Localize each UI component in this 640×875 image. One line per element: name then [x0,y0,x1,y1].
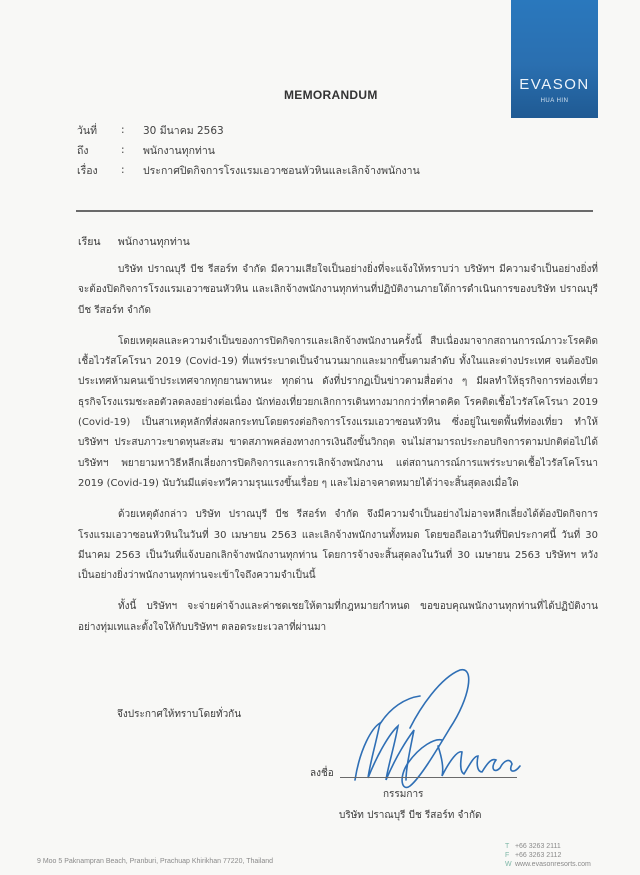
paragraph-4: ทั้งนี้ บริษัทฯ จะจ่ายค่าจ้างและค่าชดเชยให้ตามที่กฎหมายกำหนด ขอขอบคุณพนักงานทุกท่านที่ได้ปฏิบัติงานอย่างทุ่มเทและตั้งใจให้กับบริษัทฯ ตลอดระยะเวลาที่ผ่านมา [78,601,598,633]
contact-key: W [505,861,512,868]
paragraph-3: ด้วยเหตุดังกล่าว บริษัท ปราณบุรี บีช รีสอร์ท จำกัด จึงมีความจำเป็นอย่างไม่อาจหลีกเลี่ยงได้ต้องปิดกิจการโรงแรมเอวาซอนหัวหินในวันที่ 30 เมษายน 2563 และเลิกจ้างพนักงานทั้งหมด โดยขอถือเอาวันที่ปิดประกาศนี้ วันที่ 30 มีนาคม 2563 เป็นวันที่แจ้งบอกเลิกจ้างพนักงานทุกท่าน โดยการจ้างจะสิ้นสุดลงในวันที่ 30 เมษายน 2563 บริษัทฯ หวังเป็นอย่างยิ่งว่าพนักงานทุกท่านจะเข้าใจถึงความจำเป็นนี้ [78,509,598,582]
signatory-company: บริษัท ปราณบุรี บีช รีสอร์ท จำกัด [339,810,482,821]
meta-value: พนักงานทุกท่าน [143,144,215,157]
contact-value: www.evasonresorts.com [514,861,591,868]
meta-value: 30 มีนาคม 2563 [143,124,224,137]
meta-label: วันที่ [77,124,97,137]
meta-row-to [77,140,420,160]
meta-label: ถึง [77,144,89,157]
contact-value: +66 3263 2112 [514,852,562,859]
meta-value: ประกาศปิดกิจการโรงแรมเอวาซอนหัวหินและเลิกจ้างพนักงาน [143,164,420,177]
handwritten-signature [350,668,530,798]
footer-contacts [505,842,591,869]
contact-value: +66 3263 2111 [514,843,561,850]
logo-location: HUA HIN [540,98,569,104]
signatory-position: กรรมการ [383,789,424,800]
meta-colon: : [121,144,125,156]
contact-web [505,860,591,869]
salutation [78,233,190,250]
paragraph-2: โดยเหตุผลและความจำเป็นของการปิดกิจการและเลิกจ้างพนักงานครั้งนี้ สืบเนื่องมาจากสถานการณ์ภาวะโรคติดเชื้อไวรัสโคโรนา 2019 (Covid-19) ที่แพร่ระบาดเป็นจำนวนมากและมากขึ้นตามลำดับ ทั้งในและต่างประเทศ จนต้องปิดประเทศห้ามคนเข้าประเทศจากทุกยานพาหนะ ทุกด่าน ดังที่ปรากฏเป็นข่าวตามสื่อต่าง ๆ มีผลทำให้ธุรกิจการท่องเที่ยว ธุรกิจโรงแรมชะลอตัวลดลงอย่างต่อเนื่อง นักท่องเที่ยวยกเลิกการเดินทางมากกว่าที่คาดคิด โรคติดเชื้อไวรัสโคโรนา 2019 (Covid-19) เป็นสาเหตุหลักที่ส่งผลกระทบโดยตรงต่อกิจการโรงแรมเอวาซอนหัวหิน ซึ่งอยู่ในเขตพื้นที่ท่องเที่ยว ทำให้บริษัทฯ ประสบภาวะขาดทุนสะสม ขาดสภาพคล่องทางการเงินถึงขั้นวิกฤต จนไม่สามารถประกอบกิจการตามปกติต่อไปได้ บริษัทฯ พยายามหาวิธีหลีกเลี่ยงการปิดกิจการและการเลิกจ้างพนักงาน แต่สถานการณ์การแพร่ระบาดเชื้อไวรัสโคโรนา 2019 (Covid-19) นับวันมีแต่จะทวีความรุนแรงขึ้นเรื่อย ๆ และไม่อาจคาดหมายได้ว่าจะสิ้นสุดลงเมื่อใด [78,335,598,489]
salutation-value: พนักงานทุกท่าน [117,236,190,248]
paragraph-1: บริษัท ปราณบุรี บีช รีสอร์ท จำกัด มีความเสียใจเป็นอย่างยิ่งที่จะแจ้งให้ทราบว่า บริษัทฯ มีความจำเป็นอย่างยิ่งที่จะต้องปิดกิจการโรงแรมเอวาซอนหัวหิน และเลิกจ้างพนักงานทุกท่านที่ปฏิบัติงานภายใต้การดำเนินการของบริษัท ปราณบุรี บีช รีสอร์ท จำกัด [78,264,598,316]
meta-row-subject [77,160,420,180]
header-divider [76,210,593,212]
document-title: MEMORANDUM [284,88,378,102]
memo-body [78,260,598,638]
contact-phone [505,842,591,851]
contact-key: F [505,852,510,859]
closing-announcement: จึงประกาศให้ทราบโดยทั่วกัน [117,709,242,720]
logo-brand: EVASON [519,76,590,93]
meta-colon: : [121,164,125,176]
salutation-label: เรียน [78,236,101,248]
memo-header-fields [77,120,420,180]
meta-row-date [77,120,420,140]
evason-logo [511,0,598,118]
meta-colon: : [121,124,125,136]
meta-label: เรื่อง [77,164,98,177]
signature-label: ลงชื่อ [310,768,334,779]
signature-line [340,777,517,778]
contact-fax [505,851,591,860]
contact-key: T [505,843,510,850]
footer-address: 9 Moo 5 Paknampran Beach, Pranburi, Prachuap Khirikhan 77220, Thailand [37,858,274,865]
